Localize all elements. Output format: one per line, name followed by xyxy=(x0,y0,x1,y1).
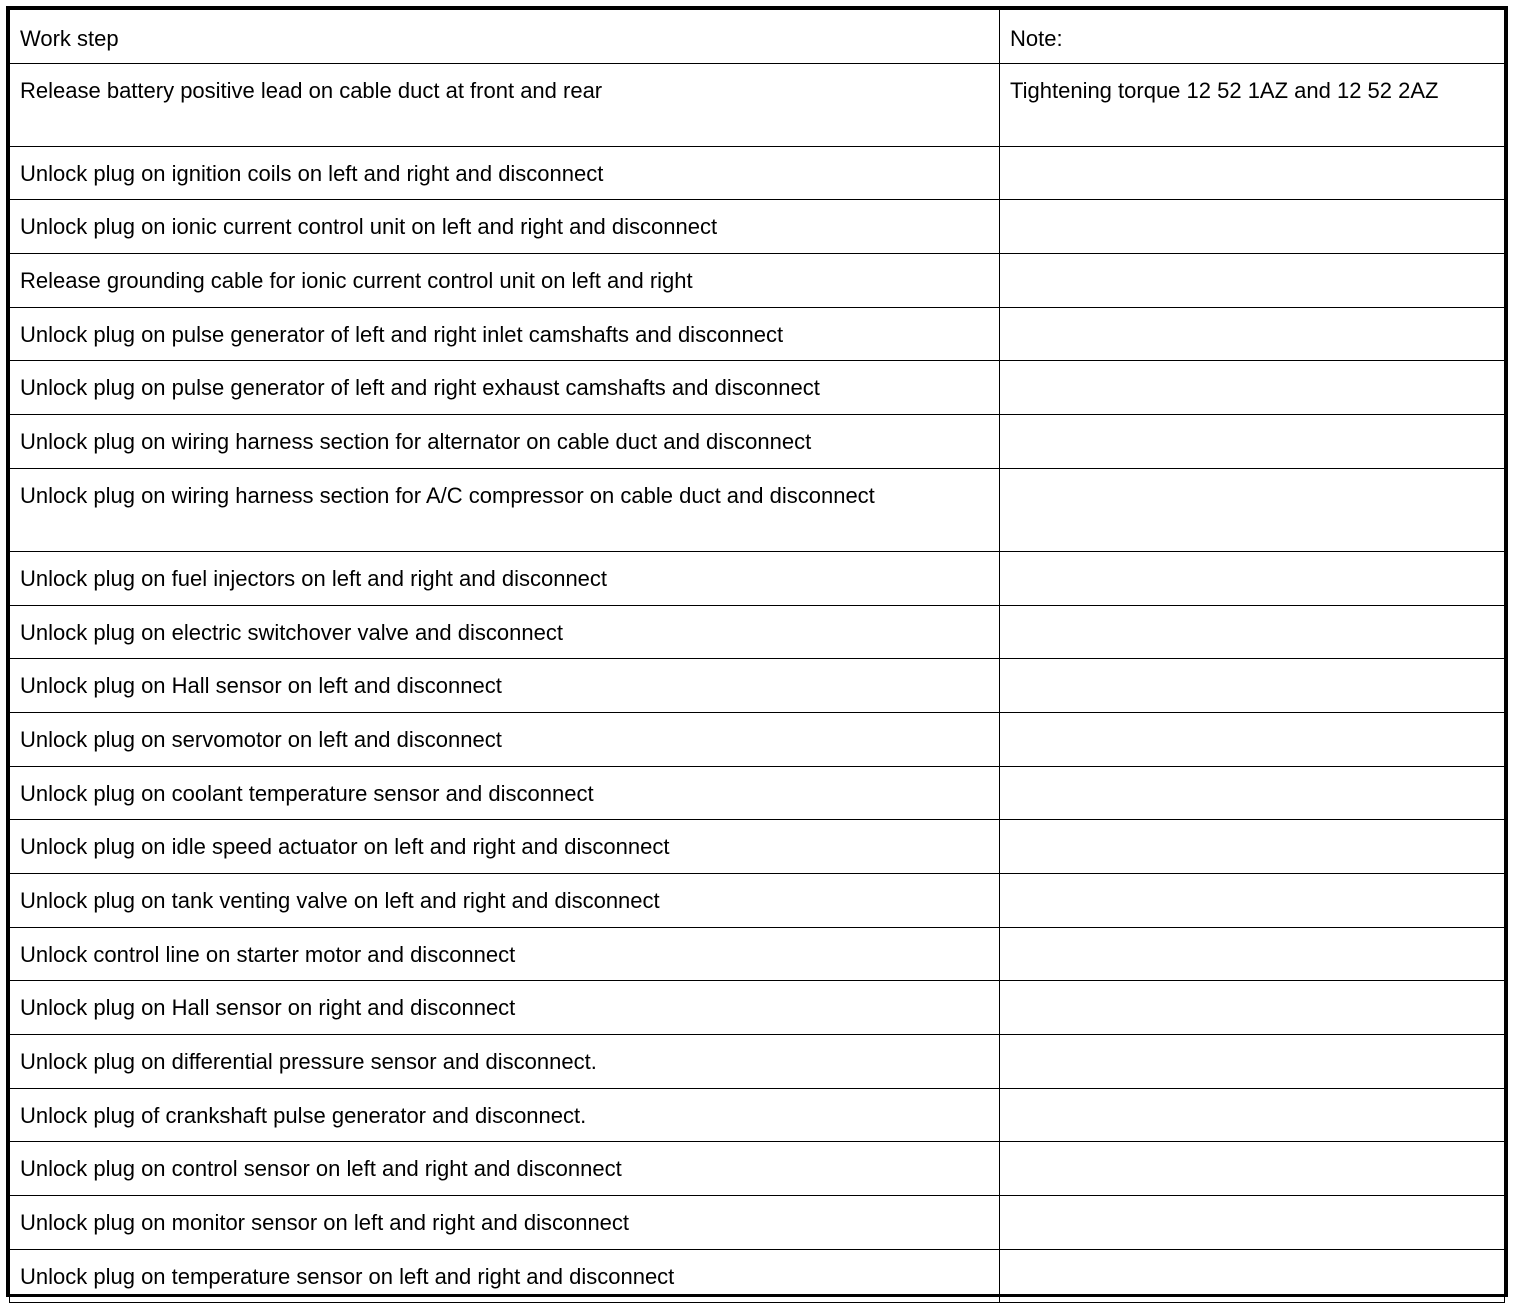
note-cell xyxy=(1000,712,1505,766)
note-cell xyxy=(1000,551,1505,605)
table-row xyxy=(10,712,1505,766)
work-steps-table xyxy=(9,9,1505,1303)
table-row xyxy=(10,1088,1505,1142)
note-cell xyxy=(1000,1196,1505,1250)
work-step-cell: Unlock plug on wiring harness section for A/C compressor on cable duct and disconnect xyxy=(10,468,1000,551)
work-step-cell: Release battery positive lead on cable duct at front and rear xyxy=(10,63,1000,146)
work-step-cell: Unlock plug of crankshaft pulse generator and disconnect. xyxy=(10,1088,1000,1142)
work-step-cell: Unlock plug on monitor sensor on left and right and disconnect xyxy=(10,1196,1000,1250)
note-cell xyxy=(1000,307,1505,361)
note-cell xyxy=(1000,605,1505,659)
work-step-cell: Unlock plug on control sensor on left and right and disconnect xyxy=(10,1142,1000,1196)
table-row xyxy=(10,361,1505,415)
note-cell xyxy=(1000,659,1505,713)
table-row xyxy=(10,63,1505,146)
table-row xyxy=(10,927,1505,981)
table-row xyxy=(10,551,1505,605)
note-cell xyxy=(1000,415,1505,469)
table-row xyxy=(10,981,1505,1035)
table-row xyxy=(10,766,1505,820)
work-step-cell: Unlock plug on servomotor on left and disconnect xyxy=(10,712,1000,766)
note-cell xyxy=(1000,873,1505,927)
work-step-cell: Unlock plug on differential pressure sensor and disconnect. xyxy=(10,1035,1000,1089)
header-note: Note: xyxy=(1000,10,1505,64)
work-step-cell: Unlock plug on coolant temperature sensor and disconnect xyxy=(10,766,1000,820)
work-step-cell: Unlock plug on idle speed actuator on left and right and disconnect xyxy=(10,820,1000,874)
table-header-row xyxy=(10,10,1505,64)
note-cell xyxy=(1000,1035,1505,1089)
table-row xyxy=(10,1196,1505,1250)
work-step-cell: Unlock plug on pulse generator of left and right exhaust camshafts and disconnect xyxy=(10,361,1000,415)
table-row xyxy=(10,146,1505,200)
note-cell xyxy=(1000,361,1505,415)
table-row xyxy=(10,468,1505,551)
work-steps-table-frame xyxy=(6,6,1508,1297)
note-cell xyxy=(1000,1249,1505,1303)
work-step-cell: Unlock plug on ionic current control unit on left and right and disconnect xyxy=(10,200,1000,254)
work-step-cell: Unlock control line on starter motor and disconnect xyxy=(10,927,1000,981)
note-cell xyxy=(1000,146,1505,200)
work-step-cell: Unlock plug on fuel injectors on left and right and disconnect xyxy=(10,551,1000,605)
table-row xyxy=(10,873,1505,927)
table-row xyxy=(10,1035,1505,1089)
note-cell: Tightening torque 12 52 1AZ and 12 52 2AZ xyxy=(1000,63,1505,146)
table-row xyxy=(10,659,1505,713)
note-cell xyxy=(1000,927,1505,981)
note-cell xyxy=(1000,1088,1505,1142)
work-step-cell: Unlock plug on Hall sensor on right and disconnect xyxy=(10,981,1000,1035)
work-step-cell: Unlock plug on temperature sensor on left and right and disconnect xyxy=(10,1249,1000,1303)
work-step-cell: Unlock plug on electric switchover valve and disconnect xyxy=(10,605,1000,659)
work-step-cell: Unlock plug on ignition coils on left and right and disconnect xyxy=(10,146,1000,200)
table-row xyxy=(10,307,1505,361)
table-row xyxy=(10,415,1505,469)
note-cell xyxy=(1000,981,1505,1035)
table-row xyxy=(10,254,1505,308)
table-row xyxy=(10,200,1505,254)
note-cell xyxy=(1000,200,1505,254)
work-step-cell: Unlock plug on Hall sensor on left and disconnect xyxy=(10,659,1000,713)
header-work-step: Work step xyxy=(10,10,1000,64)
note-cell xyxy=(1000,254,1505,308)
table-row xyxy=(10,1249,1505,1303)
note-cell xyxy=(1000,766,1505,820)
table-row xyxy=(10,820,1505,874)
table-row xyxy=(10,1142,1505,1196)
work-step-cell: Unlock plug on tank venting valve on left and right and disconnect xyxy=(10,873,1000,927)
work-step-cell: Unlock plug on pulse generator of left and right inlet camshafts and disconnect xyxy=(10,307,1000,361)
work-step-cell: Unlock plug on wiring harness section for alternator on cable duct and disconnect xyxy=(10,415,1000,469)
work-step-cell: Release grounding cable for ionic current control unit on left and right xyxy=(10,254,1000,308)
note-cell xyxy=(1000,468,1505,551)
note-cell xyxy=(1000,820,1505,874)
table-row xyxy=(10,605,1505,659)
note-cell xyxy=(1000,1142,1505,1196)
